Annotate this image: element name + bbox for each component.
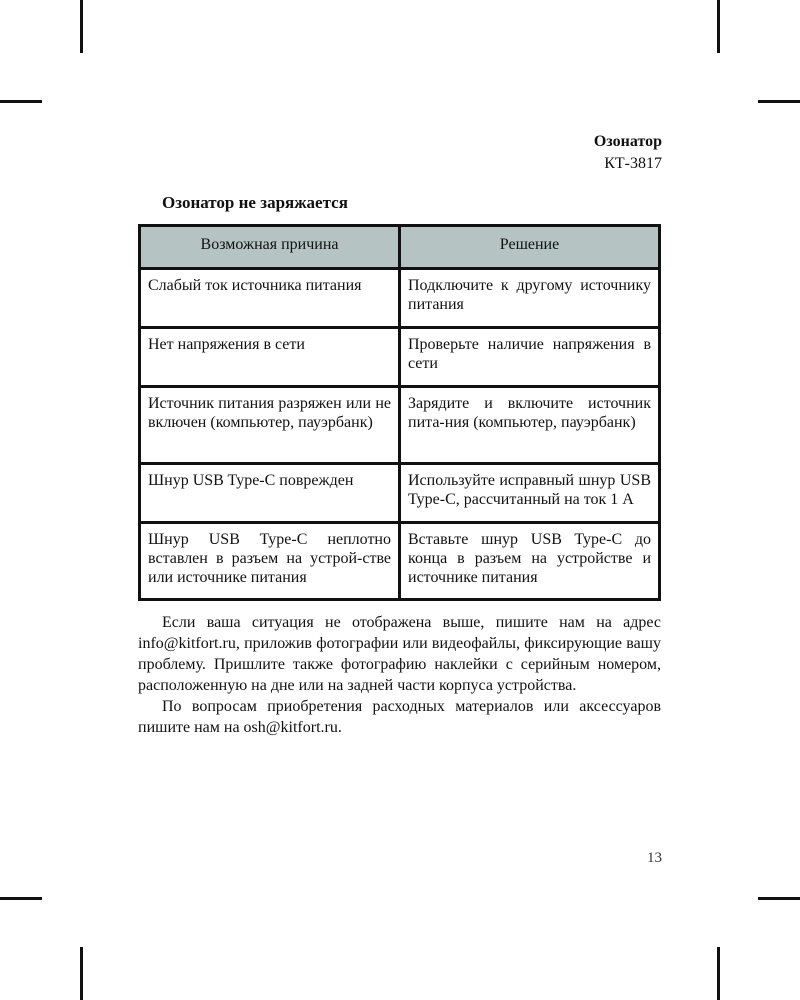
crop-mark-top-left-vertical	[80, 0, 83, 53]
solution-cell: Вставьте шнур USB Type-C до конца в разъем на устройстве и источнике питания	[400, 523, 660, 600]
solution-cell: Зарядите и включите источник пита-ния (компьютер, пауэрбанк)	[400, 387, 660, 464]
solution-cell: Подключите к другому источнику питания	[400, 269, 660, 328]
table-header-row	[140, 226, 660, 269]
crop-mark-bottom-right-vertical	[717, 947, 720, 1000]
cause-cell: Нет напряжения в сети	[140, 328, 400, 387]
crop-mark-bottom-left-horizontal	[0, 897, 42, 900]
crop-mark-top-right-vertical	[717, 0, 720, 53]
model-number: КТ-3817	[604, 155, 662, 172]
solution-cell: Используйте исправный шнур USB Type-C, рассчитанный на ток 1 А	[400, 464, 660, 523]
column-header-cause: Возможная причина	[140, 226, 400, 269]
table-row	[140, 328, 660, 387]
cause-cell: Шнур USB Type-C неплотно вставлен в разъем на устрой-стве или источнике питания	[140, 523, 400, 600]
cause-cell: Источник питания разряжен или не включен (компьютер, пауэрбанк)	[140, 387, 400, 464]
accessories-paragraph: По вопросам приобретения расходных материалов или аксессуаров пишите нам на osh@kitfort.ru.	[138, 698, 661, 736]
solution-cell: Проверьте наличие напряжения в сети	[400, 328, 660, 387]
crop-mark-top-right-horizontal	[758, 100, 800, 103]
troubleshooting-table	[138, 224, 661, 601]
table-row	[140, 464, 660, 523]
table-row	[140, 523, 660, 600]
crop-mark-bottom-right-horizontal	[758, 897, 800, 900]
crop-mark-top-left-horizontal	[0, 100, 42, 103]
product-name: Озонатор	[593, 133, 662, 150]
contact-paragraph: Если ваша ситуация не отображена выше, пишите нам на адрес info@kitfort.ru, приложив фотографии или видеофайлы, фиксирующие вашу проблему. Пришлите также фотографию наклейки с серийным номером, расположенную на дне или на задней части корпуса устройства.	[138, 614, 661, 694]
cause-cell: Шнур USB Type-C поврежден	[140, 464, 400, 523]
column-header-solution: Решение	[400, 226, 660, 269]
body-text	[138, 612, 661, 738]
table-row	[140, 269, 660, 328]
section-title: Озонатор не заряжается	[162, 193, 348, 212]
table-row	[140, 387, 660, 464]
cause-cell: Слабый ток источника питания	[140, 269, 400, 328]
crop-mark-bottom-left-vertical	[80, 947, 83, 1000]
page-number: 13	[647, 850, 662, 866]
page-header	[594, 131, 662, 175]
